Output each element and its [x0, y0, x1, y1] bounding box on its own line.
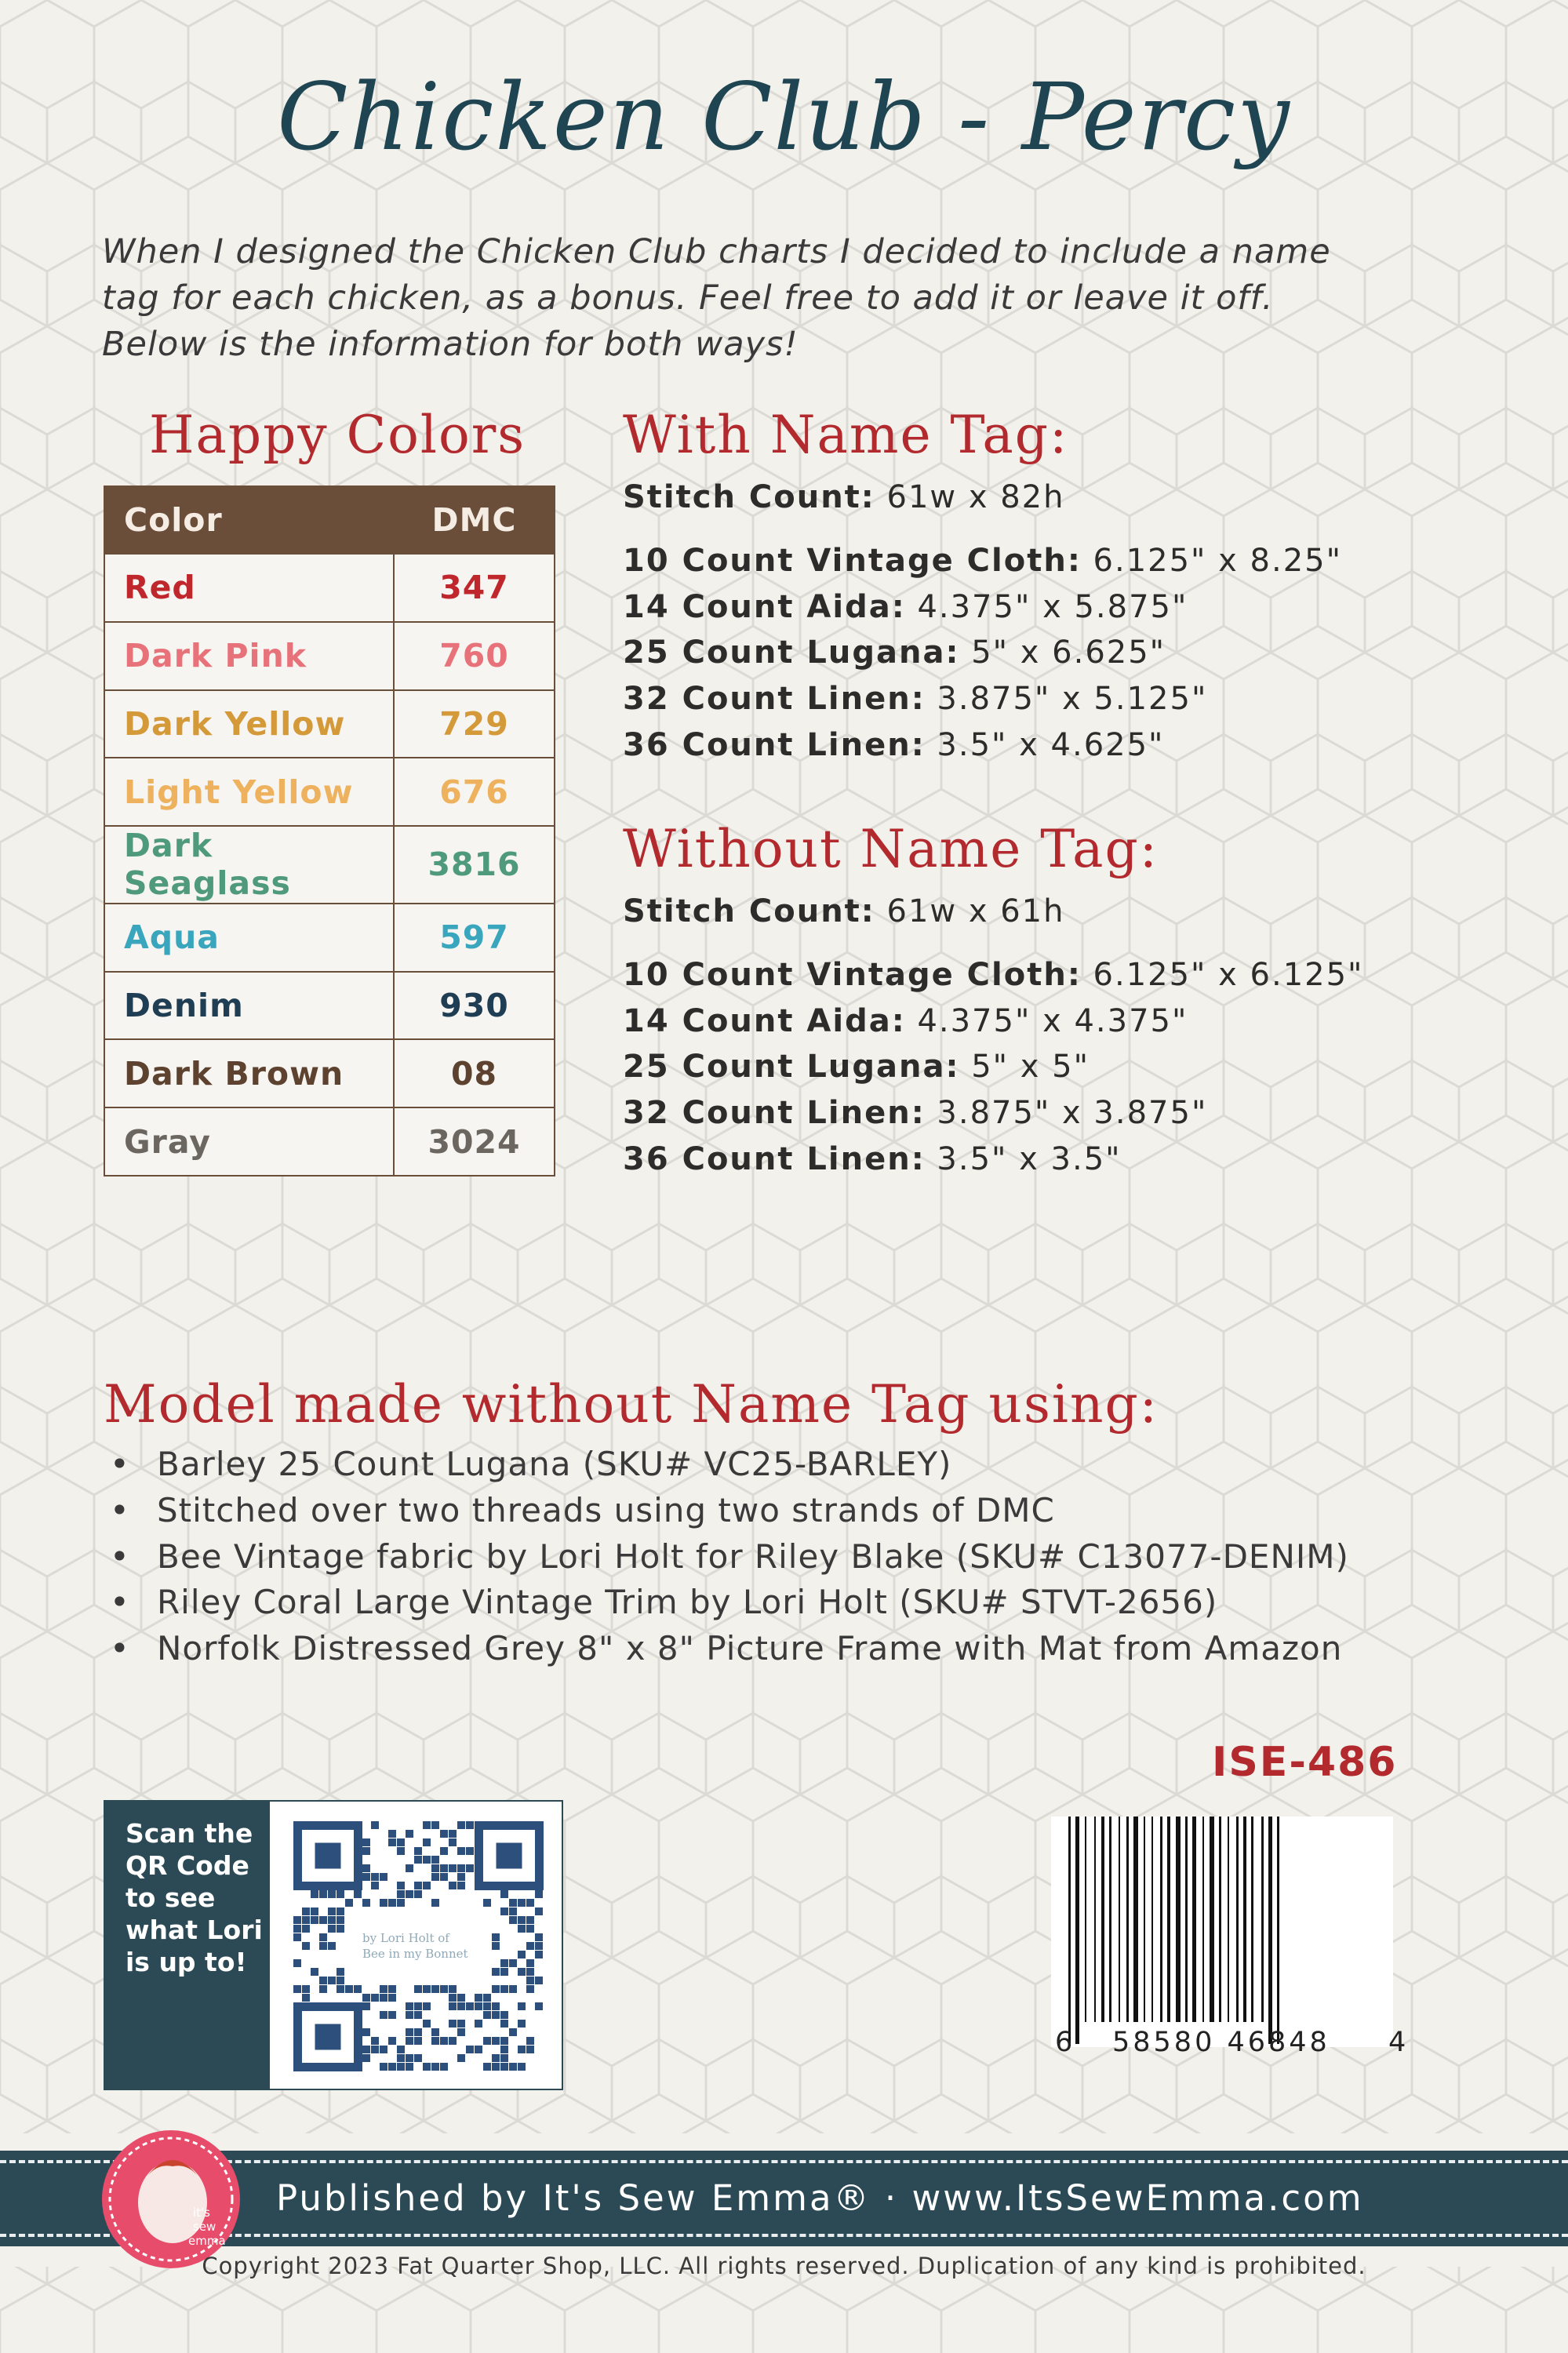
size-label: 25 Count Lugana: — [623, 1049, 960, 1086]
table-row — [104, 826, 555, 904]
size-row — [623, 952, 1363, 998]
color-column-header: Color — [104, 486, 394, 554]
table-header-row — [104, 486, 555, 554]
size-row — [623, 1044, 1363, 1090]
color-key-table — [104, 486, 555, 1176]
model-heading: Model made without Name Tag using: — [104, 1374, 1159, 1435]
dmc-column-header: DMC — [394, 486, 555, 554]
dmc-number-cell: 3024 — [394, 1107, 555, 1176]
size-value: 5" x 6.625" — [971, 635, 1166, 671]
color-name-cell: Dark Brown — [104, 1039, 394, 1107]
size-row — [623, 722, 1342, 769]
intro-line: When I designed the Chicken Club charts I decided to include a name — [102, 232, 1331, 271]
table-row — [104, 690, 555, 758]
size-row — [623, 1090, 1363, 1136]
happy-colors-heading: Happy Colors — [149, 405, 526, 465]
dmc-number-cell: 760 — [394, 622, 555, 690]
stitch-count-label: Stitch Count: — [623, 479, 875, 515]
page-title: Chicken Club - Percy — [277, 63, 1291, 171]
size-label: 32 Count Linen: — [623, 1095, 926, 1132]
qr-code[interactable] — [270, 1802, 562, 2089]
dmc-number-cell: 3816 — [394, 826, 555, 904]
color-name-cell: Denim — [104, 972, 394, 1040]
dmc-number-cell: 347 — [394, 554, 555, 622]
color-name-cell: Gray — [104, 1107, 394, 1176]
dmc-number-cell: 930 — [394, 972, 555, 1040]
with-name-tag-specs — [623, 475, 1342, 769]
intro-line: Below is the information for both ways! — [102, 325, 799, 364]
without-name-tag-specs — [623, 889, 1363, 1183]
dmc-number-cell: 597 — [394, 904, 555, 972]
size-value: 6.125" x 8.25" — [1093, 542, 1343, 579]
qr-caption-line: what Lori — [126, 1915, 263, 1945]
logo-text-sew: sew — [193, 2220, 216, 2234]
qr-center-text: by Lori Holt of — [362, 1931, 449, 1945]
dmc-number-cell: 729 — [394, 690, 555, 758]
color-name-cell: Dark Pink — [104, 622, 394, 690]
size-row — [623, 630, 1342, 676]
barcode — [1051, 1817, 1393, 2047]
intro-line: tag for each chicken, as a bonus. Feel free to add it or leave it off. — [102, 278, 1274, 318]
size-label: 36 Count Linen: — [623, 726, 926, 763]
qr-caption-line: is up to! — [126, 1947, 247, 1977]
size-value: 3.5" x 3.5" — [937, 1140, 1122, 1177]
logo-text-its: it's — [193, 2206, 210, 2220]
size-label: 14 Count Aida: — [623, 1002, 906, 1039]
table-row — [104, 904, 555, 972]
size-value: 3.875" x 5.125" — [937, 681, 1208, 718]
barcode-digits: 58580 46848 — [1112, 2027, 1330, 2058]
size-row — [623, 538, 1342, 584]
qr-caption-line: to see — [126, 1882, 216, 1913]
qr-caption-line: QR Code — [126, 1850, 249, 1881]
sku-code: ISE-486 — [1212, 1739, 1398, 1786]
size-value: 6.125" x 6.125" — [1093, 956, 1364, 993]
its-sew-emma-logo — [100, 2129, 242, 2270]
size-value: 3.5" x 4.625" — [937, 726, 1165, 763]
size-label: 10 Count Vintage Cloth: — [623, 542, 1082, 579]
size-value: 4.375" x 5.875" — [917, 588, 1188, 625]
table-row — [104, 622, 555, 690]
color-name-cell: Light Yellow — [104, 758, 394, 826]
with-name-tag-heading: With Name Tag: — [623, 405, 1069, 465]
size-value: 3.875" x 3.875" — [937, 1095, 1208, 1132]
size-row — [623, 1136, 1363, 1183]
size-label: 32 Count Linen: — [623, 681, 926, 718]
list-item: • Riley Coral Large Vintage Trim by Lori Holt (SKU# STVT-2656) — [110, 1580, 1349, 1626]
list-item: • Norfolk Distressed Grey 8" x 8" Picture Frame with Mat from Amazon — [110, 1626, 1349, 1672]
list-item: • Bee Vintage fabric by Lori Holt for Riley Blake (SKU# C13077-DENIM) — [110, 1534, 1349, 1580]
table-row — [104, 554, 555, 622]
table-row — [104, 1039, 555, 1107]
size-label: 14 Count Aida: — [623, 588, 906, 625]
intro-paragraph — [102, 229, 1483, 368]
logo-text-emma: emma — [188, 2234, 226, 2248]
color-name-cell: Dark Seaglass — [104, 826, 394, 904]
size-label: 36 Count Linen: — [623, 1140, 926, 1177]
stitch-count-value: 61w x 82h — [886, 479, 1065, 515]
size-row — [623, 584, 1342, 631]
qr-code-icon — [270, 1802, 562, 2089]
barcode-digit-left: 6 — [1055, 2027, 1076, 2058]
qr-caption-line: Scan the — [126, 1818, 253, 1849]
color-name-cell: Red — [104, 554, 394, 622]
copyright-text: Copyright 2023 Fat Quarter Shop, LLC. All rights reserved. Duplication of any kind is prohibited. — [202, 2253, 1366, 2279]
stitch-count-label: Stitch Count: — [623, 893, 875, 929]
table-row — [104, 1107, 555, 1176]
color-name-cell: Dark Yellow — [104, 690, 394, 758]
barcode-digit-right: 4 — [1388, 2027, 1410, 2058]
table-row — [104, 758, 555, 826]
qr-center-text: Bee in my Bonnet — [362, 1947, 468, 1961]
stitch-count-value: 61w x 61h — [886, 893, 1065, 929]
size-value: 4.375" x 4.375" — [917, 1002, 1188, 1039]
stitch-count-row — [623, 889, 1363, 935]
size-label: 10 Count Vintage Cloth: — [623, 956, 1082, 993]
list-item: • Barley 25 Count Lugana (SKU# VC25-BARLEY) — [110, 1442, 1349, 1488]
stitch-count-row — [623, 475, 1342, 521]
qr-panel — [104, 1800, 563, 2090]
without-name-tag-heading: Without Name Tag: — [623, 819, 1159, 879]
color-name-cell: Aqua — [104, 904, 394, 972]
dmc-number-cell: 08 — [394, 1039, 555, 1107]
list-item: • Stitched over two threads using two strands of DMC — [110, 1488, 1349, 1534]
table-row — [104, 972, 555, 1040]
size-label: 25 Count Lugana: — [623, 635, 960, 671]
model-materials-list — [110, 1442, 1349, 1672]
size-row — [623, 998, 1363, 1045]
dmc-number-cell: 676 — [394, 758, 555, 826]
size-row — [623, 676, 1342, 722]
size-value: 5" x 5" — [971, 1049, 1090, 1086]
publisher-line[interactable]: Published by It's Sew Emma® · www.ItsSewEmma.com — [276, 2177, 1364, 2219]
